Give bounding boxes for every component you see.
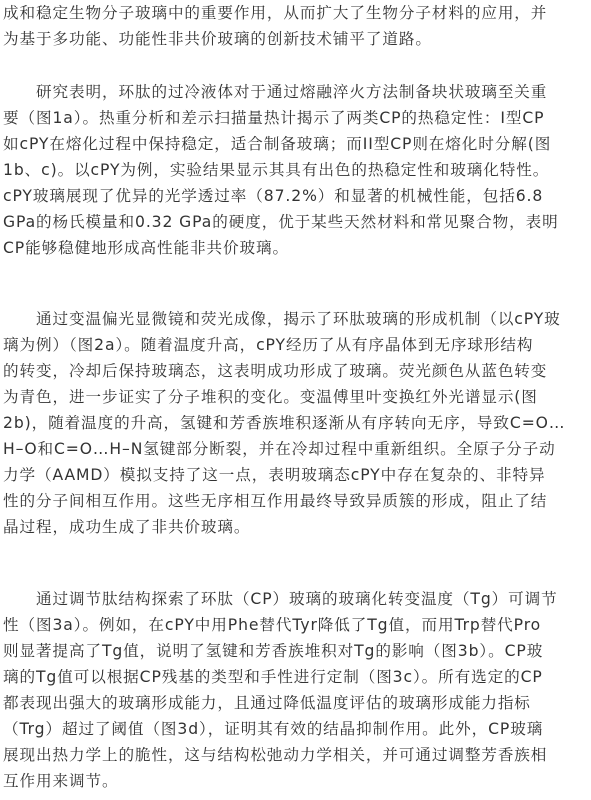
text-line: 2b)，随着温度的升高，氢键和芳香族堆积逐渐从有序转向无序，导致C=O… — [3, 414, 566, 432]
text-line: （Trg）超过了阈值（图3d），证明其有效的结晶抑制作用。此外，CP玻璃 — [3, 720, 544, 738]
text-line: 璃的Tg值可以根据CP残基的类型和手性进行定制（图3c）。所有选定的CP — [3, 668, 543, 686]
paragraph-formation-mechanism — [3, 306, 589, 540]
text-line: CP能够稳健地形成高性能非共价玻璃。 — [3, 239, 289, 257]
paragraph-tg-tunability — [3, 586, 589, 794]
text-line: 如cPY在熔化过程中保持稳定，适合制备玻璃；而II型CP则在熔化时分解(图 — [3, 135, 552, 153]
text-line: 互作用来调节。 — [3, 772, 119, 790]
text-line: GPa的杨氏模量和0.32 GPa的硬度，优于某些天然材料和常见聚合物，表明 — [3, 213, 559, 231]
text-line: 1b、c)。以cPY为例，实验结果显示其具有出色的热稳定性和玻璃化特性。 — [3, 161, 550, 179]
text-line: cPY玻璃展现了优异的光学透过率（87.2%）和显著的机械性能，包括6.8 — [3, 187, 544, 205]
text-line: H–O和C=O…H–N氢键部分断裂，并在冷却过程中重新组织。全原子分子动 — [3, 440, 556, 458]
text-line: 都表现出强大的玻璃形成能力，且通过降低温度评估的玻璃形成能力指标 — [3, 694, 531, 712]
text-line: 的转变，冷却后保持玻璃态，这表明成功形成了玻璃。荧光颜色从蓝色转变 — [3, 362, 548, 380]
text-line: 通过变温偏光显微镜和荧光成像，揭示了环肽玻璃的形成机制（以cPY玻 — [3, 310, 561, 328]
text-line: 展现出热力学上的脆性，这与结构松弛动力学相关，并可通过调整芳香族相 — [3, 746, 548, 764]
paragraph-intro-continuation — [3, 0, 589, 52]
text-line: 性的分子间相互作用。这些无序相互作用最终导致异质簇的形成，阻止了结 — [3, 492, 548, 510]
text-line: 为青色，进一步证实了分子堆积的变化。变温傅里叶变换红外光谱显示(图 — [3, 388, 538, 406]
paragraph-thermal-stability — [3, 79, 589, 261]
text-line: 为基于多功能、功能性非共价玻璃的创新技术铺平了道路。 — [3, 30, 432, 48]
text-line: 性（图3a）。例如，在cPY中用Phe替代Tyr降低了Tg值，而用Trp替代Pro — [3, 616, 542, 634]
text-line: 则显著提高了Tg值，说明了氢键和芳香族堆积对Tg的影响（图3b）。CP玻 — [3, 642, 544, 660]
text-line: 通过调节肽结构探索了环肽（CP）玻璃的玻璃化转变温度（Tg）可调节 — [3, 590, 558, 608]
text-line: 研究表明，环肽的过冷液体对于通过熔融淬火方法制备块状玻璃至关重 — [3, 83, 548, 101]
text-line: 璃为例）（图2a）。随着温度升高，cPY经历了从有序晶体到无序球形结构 — [3, 336, 534, 354]
text-line: 要（图1a）。热重分析和差示扫描量热计揭示了两类CP的热稳定性：I型CP — [3, 109, 545, 127]
text-line: 晶过程，成功生成了非共价玻璃。 — [3, 518, 251, 536]
text-line: 成和稳定生物分子玻璃中的重要作用，从而扩大了生物分子材料的应用，并 — [3, 4, 548, 22]
text-line: 力学（AAMD）模拟支持了这一点，表明玻璃态cPY中存在复杂的、非特异 — [3, 466, 546, 484]
